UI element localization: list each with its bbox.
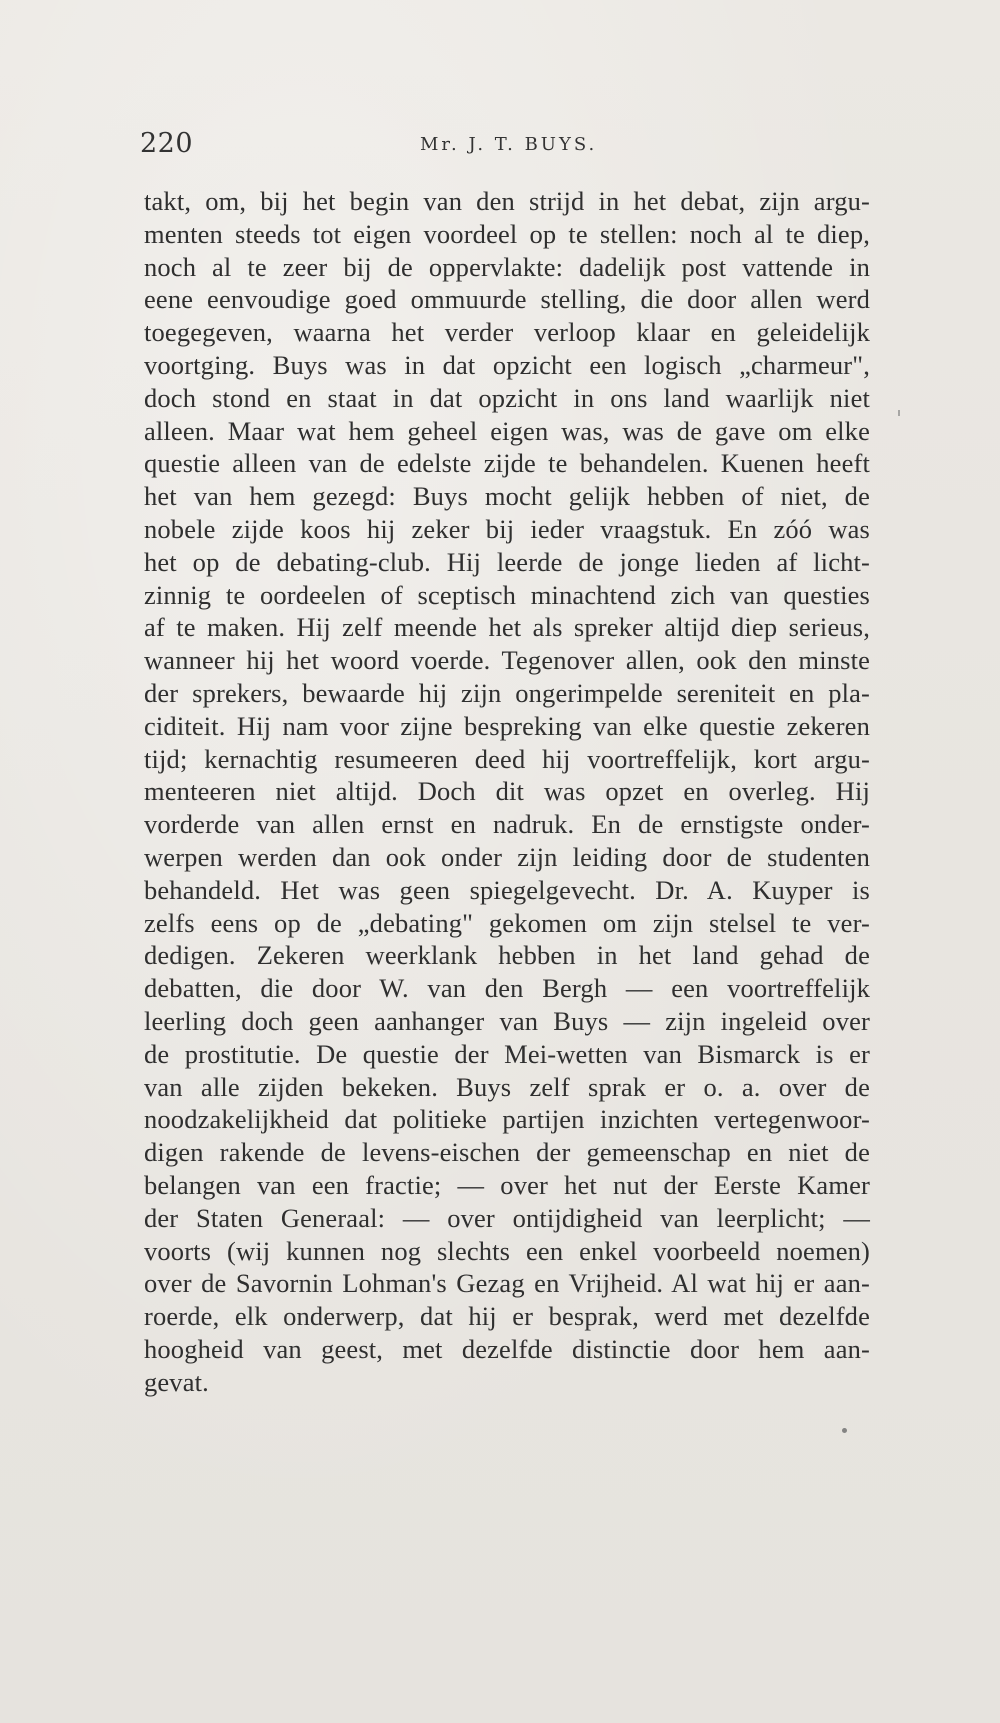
text-line: het op de debating-club. Hij leerde de jonge lieden af licht- xyxy=(144,546,870,577)
text-line: doch stond en staat in dat opzicht in ons land waarlijk niet xyxy=(144,382,870,413)
text-line: digen rakende de levens-eischen der gemeenschap en niet de xyxy=(144,1137,870,1168)
text-line: wanneer hij het woord voerde. Tegenover allen, ook den minste xyxy=(144,645,870,676)
text-line: vorderde van allen ernst en nadruk. En de ernstigste onder- xyxy=(144,809,870,840)
body-text xyxy=(144,185,870,1398)
text-line: dedigen. Zekeren weerklank hebben in het land gehad de xyxy=(144,940,870,971)
text-line: het van hem gezegd: Buys mocht gelijk hebben of niet, de xyxy=(144,481,870,512)
text-line: noodzakelijkheid dat politieke partijen inzichten vertegenwoor- xyxy=(144,1104,870,1135)
text-line: der sprekers, bewaarde hij zijn ongerimpelde sereniteit en pla- xyxy=(144,677,870,708)
page-header xyxy=(140,128,870,164)
text-line: toegegeven, waarna het verder verloop klaar en geleidelijk xyxy=(144,317,870,348)
text-line: hoogheid van geest, met dezelfde distinctie door hem aan- xyxy=(144,1333,870,1364)
text-line: voorts (wij kunnen nog slechts een enkel voorbeeld noemen) xyxy=(144,1235,870,1266)
text-line: leerling doch geen aanhanger van Buys — zijn ingeleid over xyxy=(144,1005,870,1036)
text-line: menteeren niet altijd. Doch dit was opzet en overleg. Hij xyxy=(144,776,870,807)
text-line: voortging. Buys was in dat opzicht een logisch „charmeur", xyxy=(144,349,870,380)
text-line: ciditeit. Hij nam voor zijne bespreking van elke questie zekeren xyxy=(144,710,870,741)
text-line: tijd; kernachtig resumeeren deed hij voortreffelijk, kort argu- xyxy=(144,743,870,774)
text-line: alleen. Maar wat hem geheel eigen was, was de gave om elke xyxy=(144,415,870,446)
text-line: over de Savornin Lohman's Gezag en Vrijheid. Al wat hij er aan- xyxy=(144,1268,870,1299)
ink-speck xyxy=(898,410,900,416)
page-number: 220 xyxy=(140,128,194,159)
text-line: noch al te zeer bij de oppervlakte: dadelijk post vattende in xyxy=(144,251,870,282)
ink-speck xyxy=(842,1428,847,1433)
text-line: af te maken. Hij zelf meende het als spreker altijd diep serieus, xyxy=(144,612,870,643)
running-head: Mr. J. T. BUYS. xyxy=(420,134,598,155)
text-line: der Staten Generaal: — over ontijdigheid van leerplicht; — xyxy=(144,1202,870,1233)
text-line: menten steeds tot eigen voordeel op te stellen: noch al te diep, xyxy=(144,218,870,249)
text-line: werpen werden dan ook onder zijn leiding door de studenten xyxy=(144,841,870,872)
text-line: takt, om, bij het begin van den strijd in het debat, zijn argu- xyxy=(144,186,870,216)
text-line: eene eenvoudige goed ommuurde stelling, die door allen werd xyxy=(144,284,870,315)
text-line: nobele zijde koos hij zeker bij ieder vraagstuk. En zóó was xyxy=(144,513,870,544)
text-line: zelfs eens op de „debating" gekomen om zijn stelsel te ver- xyxy=(144,907,870,938)
text-line: van alle zijden bekeken. Buys zelf sprak er o. a. over de xyxy=(144,1071,870,1102)
text-line: de prostitutie. De questie der Mei-wetten van Bismarck is er xyxy=(144,1038,870,1069)
text-line: zinnig te oordeelen of sceptisch minachtend zich van questies xyxy=(144,579,870,610)
text-line: behandeld. Het was geen spiegelgevecht. Dr. A. Kuyper is xyxy=(144,874,870,905)
text-line: roerde, elk onderwerp, dat hij er besprak, werd met dezelfde xyxy=(144,1301,870,1332)
text-line: belangen van een fractie; — over het nut der Eerste Kamer xyxy=(144,1169,870,1200)
text-line-last: gevat. xyxy=(144,1366,209,1397)
text-line: debatten, die door W. van den Bergh — een voortreffelijk xyxy=(144,973,870,1004)
text-line: questie alleen van de edelste zijde te behandelen. Kuenen heeft xyxy=(144,448,870,479)
